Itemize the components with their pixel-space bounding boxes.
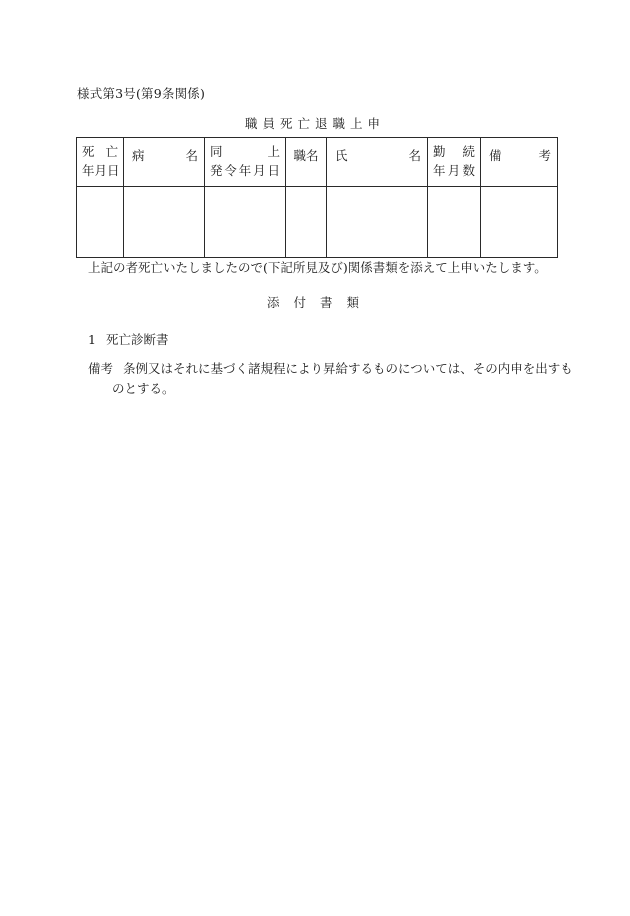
header-char: 病 bbox=[132, 148, 145, 163]
header-char: 備 bbox=[489, 148, 502, 163]
header-char: 年 bbox=[82, 163, 95, 178]
header-service-years-line1 bbox=[433, 142, 475, 161]
document-title: 職員死亡退職上申 bbox=[244, 116, 385, 131]
header-death-date-line1-a bbox=[82, 142, 118, 161]
attachment-item bbox=[88, 330, 169, 348]
header-char: 同 bbox=[210, 144, 223, 159]
header-char: 年 bbox=[238, 163, 252, 178]
cell-name[interactable] bbox=[327, 187, 428, 258]
header-remarks-label bbox=[489, 146, 551, 164]
cell-service-years[interactable] bbox=[428, 187, 481, 258]
header-issue-date-line2 bbox=[210, 161, 280, 180]
header-position-label: 職名 bbox=[293, 148, 319, 163]
cell-position[interactable] bbox=[286, 187, 327, 258]
header-illness-label bbox=[132, 146, 198, 164]
header-char: 月 bbox=[253, 163, 266, 178]
form-number: 様式第3号(第9条関係) bbox=[77, 86, 206, 101]
header-char: 上 bbox=[267, 144, 280, 159]
header-char: 数 bbox=[462, 163, 475, 178]
remarks-label: 備考 bbox=[88, 361, 114, 376]
remarks-line2: のとする。 bbox=[112, 381, 175, 396]
header-issue-date bbox=[205, 138, 286, 187]
attachments-title: 添付書類 bbox=[266, 295, 373, 310]
header-char: 続 bbox=[462, 144, 475, 159]
header-name-label bbox=[335, 146, 421, 164]
header-illness-label bbox=[132, 146, 198, 164]
remarks-line1: 条例又はそれに基づく諸規程により昇給するものについては、その内申を出すも bbox=[123, 361, 573, 376]
cell-illness[interactable] bbox=[124, 187, 205, 258]
header-service-years bbox=[428, 138, 481, 187]
header-remarks bbox=[481, 138, 558, 187]
header-issue-date-line1 bbox=[210, 142, 280, 161]
header-char: 名 bbox=[185, 148, 198, 163]
header-name-label bbox=[335, 146, 421, 164]
header-name bbox=[327, 138, 428, 187]
attachment-item-number: 1 bbox=[88, 332, 96, 347]
header-char: 令 bbox=[224, 163, 237, 178]
header-remarks-label bbox=[489, 146, 551, 164]
statement-text: 上記の者死亡いたしましたので(下記所見及び)関係書類を添えて上申いたします。 bbox=[88, 260, 547, 275]
header-char: 月 bbox=[94, 163, 108, 178]
application-table bbox=[76, 137, 558, 258]
header-char: 死 bbox=[82, 144, 95, 159]
cell-issue-date[interactable] bbox=[205, 187, 286, 258]
header-death-date bbox=[77, 138, 124, 187]
cell-remarks[interactable] bbox=[481, 187, 558, 258]
header-char: 日 bbox=[107, 163, 120, 178]
header-char: 氏 bbox=[335, 148, 348, 163]
table-row bbox=[77, 187, 558, 258]
header-char: 亡 bbox=[105, 144, 118, 159]
header-char: 日 bbox=[267, 163, 280, 178]
header-char: 名 bbox=[408, 148, 421, 163]
cell-death-date[interactable] bbox=[77, 187, 124, 258]
header-char: 年 bbox=[433, 163, 446, 178]
attachment-item-text: 死亡診断書 bbox=[106, 332, 169, 347]
header-char: 月 bbox=[447, 163, 461, 178]
header-illness bbox=[124, 138, 205, 187]
header-service-years-line2 bbox=[433, 161, 475, 180]
header-char: 勤 bbox=[433, 144, 446, 159]
header-position bbox=[286, 138, 327, 187]
remarks-note bbox=[88, 359, 573, 399]
header-death-date-line2 bbox=[82, 161, 118, 180]
header-char: 発 bbox=[210, 163, 223, 178]
header-char: 考 bbox=[538, 148, 551, 163]
table-header-row bbox=[77, 138, 558, 187]
